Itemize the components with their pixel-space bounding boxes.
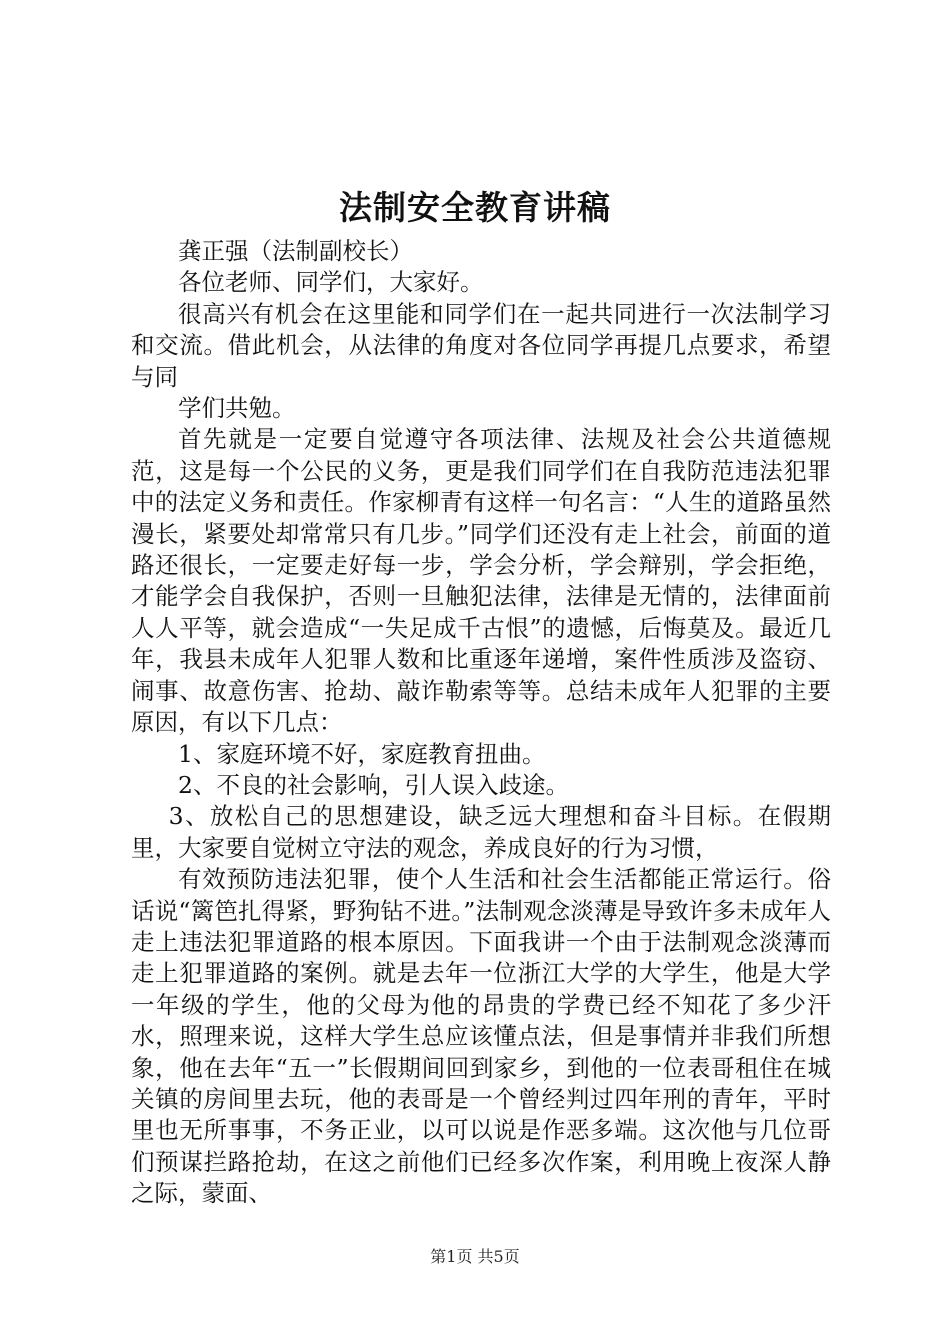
paragraph-intro: 很高兴有机会在这里能和同学们在一起共同进行一次法制学习和交流。借此机会，从法律的角度对各位同学再提几点要求，希望与同 <box>131 299 831 391</box>
greeting-line: 各位老师、同学们，大家好。 <box>178 268 484 297</box>
document-title: 法制安全教育讲稿 <box>339 188 611 227</box>
paragraph-intro-end: 学们共勉。 <box>178 394 296 423</box>
paragraph-case: 有效预防违法犯罪，使个人生活和社会生活都能正常运行。俗话说“篱笆扎得紧，野狗钻不进。”法制观念淡薄是导致许多未成年人走上违法犯罪道路的根本原因。下面我讲一个由于法制观念淡薄而走上犯罪道路的案例。就是去年一位浙江大学的大学生，他是大学一年级的学生，他的父母为他的昂贵的学费已经不知花了多少汗水，照理来说，这样大学生总应该懂点法，但是事情并非我们所想象，他在去年“五一”长假期间回到家乡，到他的一位表哥租住在城关镇的房间里去玩，他的表哥是一个曾经判过四年刑的青年，平时里也无所事事，不务正业，以可以说是作恶多端。这次他与几位哥们预谋拦路抢劫，在这之前他们已经多次作案，利用晚上夜深人静之际，蒙面、 <box>131 865 831 1208</box>
author-line: 龚正强（法制副校长） <box>178 237 413 265</box>
document-body <box>131 236 831 1210</box>
list-item-3: 3、放松自己的思想建设，缺乏远大理想和奋斗目标。在假期里，大家要自觉树立守法的观念，养成良好的行为习惯， <box>131 802 831 862</box>
list-item-2: 2、不良的社会影响，引人误入歧途。 <box>178 770 569 799</box>
page-footer: 第1页 共5页 <box>430 1247 520 1266</box>
paragraph-main: 首先就是一定要自觉遵守各项法律、法规及社会公共道德规范，这是每一个公民的义务，更是我们同学们在自我防范违法犯罪中的法定义务和责任。作家柳青有这样一句名言：“人生的道路虽然漫长，紧要处却常常只有几步。”同学们还没有走上社会，前面的道路还很长，一定要走好每一步，学会分析，学会辩别，学会拒绝，才能学会自我保护，否则一旦触犯法律，法律是无情的，法律面前人人平等，就会造成“一失足成千古恨”的遗憾，后悔莫及。最近几年，我县未成年人犯罪人数和比重逐年递增，案件性质涉及盗窃、闹事、故意伤害、抢劫、敲诈勒索等等。总结未成年人犯罪的主要原因，有以下几点： <box>131 425 831 737</box>
list-item-1: 1、家庭环境不好，家庭教育扭曲。 <box>178 739 546 768</box>
